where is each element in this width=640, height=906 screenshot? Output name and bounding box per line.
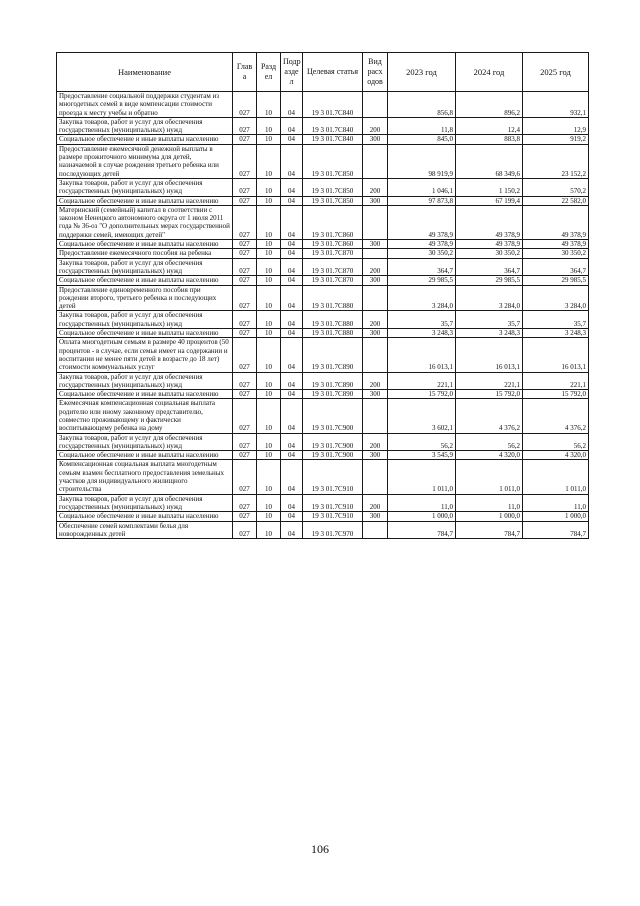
row-value-2025: 56,2 bbox=[523, 433, 589, 451]
row-subsection: 04 bbox=[281, 311, 303, 329]
row-value-2024: 1 011,0 bbox=[456, 460, 523, 494]
row-value-2024: 896,2 bbox=[456, 92, 523, 118]
row-name: Социальное обеспечение и иные выплаты населению bbox=[57, 276, 233, 285]
row-target: 19 3 01.7С910 bbox=[303, 460, 363, 494]
row-value-2023: 35,7 bbox=[388, 311, 456, 329]
row-value-2023: 56,2 bbox=[388, 433, 456, 451]
table-row bbox=[57, 117, 589, 135]
row-value-2025: 3 284,0 bbox=[523, 285, 589, 311]
row-value-2025: 49 378,9 bbox=[523, 240, 589, 249]
row-chapter: 027 bbox=[233, 390, 257, 399]
row-section: 10 bbox=[257, 178, 281, 196]
row-chapter: 027 bbox=[233, 311, 257, 329]
row-subsection: 04 bbox=[281, 399, 303, 433]
row-expense-type: 200 bbox=[363, 311, 388, 329]
row-value-2025: 919,2 bbox=[523, 135, 589, 144]
row-name: Предоставление ежемесячной денежной выплаты в размере прожиточного минимума для детей, назначаемой в случае рождения третьего ребенка или последующих детей bbox=[57, 144, 233, 178]
row-chapter: 027 bbox=[233, 329, 257, 338]
row-chapter: 027 bbox=[233, 135, 257, 144]
row-value-2023: 11,8 bbox=[388, 117, 456, 135]
header-2023: 2023 год bbox=[388, 53, 456, 92]
row-name: Ежемесячная компенсационная социальная выплата родителю или иному законному представителю, совместно проживающему и фактически воспитывающему ребенка на дому bbox=[57, 399, 233, 433]
table-row bbox=[57, 249, 589, 258]
header-target: Целевая статья bbox=[303, 53, 363, 92]
row-value-2025: 12,9 bbox=[523, 117, 589, 135]
row-value-2023: 3 602,1 bbox=[388, 399, 456, 433]
row-value-2025: 49 378,9 bbox=[523, 205, 589, 239]
row-expense-type bbox=[363, 144, 388, 178]
row-value-2023: 845,0 bbox=[388, 135, 456, 144]
row-expense-type: 300 bbox=[363, 196, 388, 205]
table-row bbox=[57, 144, 589, 178]
row-value-2023: 856,8 bbox=[388, 92, 456, 118]
row-value-2023: 221,1 bbox=[388, 372, 456, 390]
row-value-2024: 4 376,2 bbox=[456, 399, 523, 433]
row-expense-type: 200 bbox=[363, 178, 388, 196]
row-section: 10 bbox=[257, 117, 281, 135]
row-value-2024: 3 284,0 bbox=[456, 285, 523, 311]
row-chapter: 027 bbox=[233, 399, 257, 433]
row-expense-type: 300 bbox=[363, 240, 388, 249]
row-value-2023: 1 046,1 bbox=[388, 178, 456, 196]
row-name: Закупка товаров, работ и услуг для обеспечения государственных (муниципальных) нужд bbox=[57, 178, 233, 196]
row-chapter: 027 bbox=[233, 205, 257, 239]
row-chapter: 027 bbox=[233, 178, 257, 196]
row-value-2025: 22 582,0 bbox=[523, 196, 589, 205]
row-subsection: 04 bbox=[281, 205, 303, 239]
row-subsection: 04 bbox=[281, 117, 303, 135]
row-target: 19 3 01.7С910 bbox=[303, 494, 363, 512]
row-target: 19 3 01.7С840 bbox=[303, 135, 363, 144]
table-row bbox=[57, 258, 589, 276]
row-expense-type bbox=[363, 521, 388, 539]
row-value-2024: 56,2 bbox=[456, 433, 523, 451]
row-value-2025: 30 350,2 bbox=[523, 249, 589, 258]
row-subsection: 04 bbox=[281, 135, 303, 144]
row-chapter: 027 bbox=[233, 285, 257, 311]
row-name: Социальное обеспечение и иные выплаты населению bbox=[57, 512, 233, 521]
table-row bbox=[57, 240, 589, 249]
row-chapter: 027 bbox=[233, 144, 257, 178]
row-value-2023: 29 985,5 bbox=[388, 276, 456, 285]
row-target: 19 3 01.7С860 bbox=[303, 205, 363, 239]
row-section: 10 bbox=[257, 276, 281, 285]
row-target: 19 3 01.7С900 bbox=[303, 399, 363, 433]
row-chapter: 027 bbox=[233, 276, 257, 285]
row-expense-type: 300 bbox=[363, 329, 388, 338]
row-value-2023: 1 000,0 bbox=[388, 512, 456, 521]
row-value-2024: 221,1 bbox=[456, 372, 523, 390]
row-target: 19 3 01.7С870 bbox=[303, 258, 363, 276]
row-target: 19 3 01.7С900 bbox=[303, 451, 363, 460]
row-name: Закупка товаров, работ и услуг для обеспечения государственных (муниципальных) нужд bbox=[57, 433, 233, 451]
row-expense-type bbox=[363, 92, 388, 118]
row-target: 19 3 01.7С850 bbox=[303, 178, 363, 196]
row-chapter: 027 bbox=[233, 92, 257, 118]
row-value-2024: 1 000,0 bbox=[456, 512, 523, 521]
row-subsection: 04 bbox=[281, 433, 303, 451]
row-section: 10 bbox=[257, 451, 281, 460]
row-subsection: 04 bbox=[281, 512, 303, 521]
row-target: 19 3 01.7С840 bbox=[303, 117, 363, 135]
row-chapter: 027 bbox=[233, 240, 257, 249]
row-value-2024: 883,8 bbox=[456, 135, 523, 144]
row-value-2025: 1 000,0 bbox=[523, 512, 589, 521]
row-value-2025: 1 011,0 bbox=[523, 460, 589, 494]
row-expense-type bbox=[363, 399, 388, 433]
row-target: 19 3 01.7С870 bbox=[303, 276, 363, 285]
row-value-2024: 364,7 bbox=[456, 258, 523, 276]
row-value-2023: 49 378,9 bbox=[388, 205, 456, 239]
row-subsection: 04 bbox=[281, 451, 303, 460]
row-value-2023: 49 378,9 bbox=[388, 240, 456, 249]
row-value-2024: 68 349,6 bbox=[456, 144, 523, 178]
row-section: 10 bbox=[257, 521, 281, 539]
header-expense-type: Вид расх одов bbox=[363, 53, 388, 92]
row-value-2025: 932,1 bbox=[523, 92, 589, 118]
row-value-2025: 570,2 bbox=[523, 178, 589, 196]
row-chapter: 027 bbox=[233, 451, 257, 460]
row-chapter: 027 bbox=[233, 196, 257, 205]
row-section: 10 bbox=[257, 494, 281, 512]
row-value-2024: 784,7 bbox=[456, 521, 523, 539]
row-name: Закупка товаров, работ и услуг для обеспечения государственных (муниципальных) нужд bbox=[57, 494, 233, 512]
row-target: 19 3 01.7С910 bbox=[303, 512, 363, 521]
row-name: Предоставление социальной поддержки студентам из многодетных семей в виде компенсации стоимости проезда к месту учебы и обратно bbox=[57, 92, 233, 118]
row-value-2023: 784,7 bbox=[388, 521, 456, 539]
row-value-2024: 30 350,2 bbox=[456, 249, 523, 258]
row-value-2024: 1 150,2 bbox=[456, 178, 523, 196]
row-name: Компенсационная социальная выплата многодетным семьям взамен бесплатного предоставления земельных участков для индивидуального жилищного строительства bbox=[57, 460, 233, 494]
row-chapter: 027 bbox=[233, 338, 257, 372]
header-chapter: Глав а bbox=[233, 53, 257, 92]
row-section: 10 bbox=[257, 338, 281, 372]
row-value-2024: 35,7 bbox=[456, 311, 523, 329]
row-expense-type: 300 bbox=[363, 451, 388, 460]
row-name: Закупка товаров, работ и услуг для обеспечения государственных (муниципальных) нужд bbox=[57, 258, 233, 276]
row-chapter: 027 bbox=[233, 372, 257, 390]
row-target: 19 3 01.7С890 bbox=[303, 390, 363, 399]
row-expense-type: 200 bbox=[363, 494, 388, 512]
row-section: 10 bbox=[257, 399, 281, 433]
header-row bbox=[57, 53, 589, 92]
row-chapter: 027 bbox=[233, 460, 257, 494]
row-value-2023: 3 284,0 bbox=[388, 285, 456, 311]
row-subsection: 04 bbox=[281, 460, 303, 494]
row-name: Предоставление ежемесячного пособия на ребенка bbox=[57, 249, 233, 258]
header-subsection: Подр азде л bbox=[281, 53, 303, 92]
row-section: 10 bbox=[257, 249, 281, 258]
row-value-2023: 98 919,9 bbox=[388, 144, 456, 178]
row-chapter: 027 bbox=[233, 494, 257, 512]
table-row bbox=[57, 372, 589, 390]
table-row bbox=[57, 494, 589, 512]
row-name: Предоставление единовременного пособия при рождении второго, третьего ребенка и последующих детей bbox=[57, 285, 233, 311]
table-row bbox=[57, 329, 589, 338]
row-name: Социальное обеспечение и иные выплаты населению bbox=[57, 240, 233, 249]
row-subsection: 04 bbox=[281, 178, 303, 196]
row-expense-type: 300 bbox=[363, 135, 388, 144]
table-row bbox=[57, 338, 589, 372]
header-section: Разд ел bbox=[257, 53, 281, 92]
row-section: 10 bbox=[257, 240, 281, 249]
row-value-2025: 16 013,1 bbox=[523, 338, 589, 372]
row-section: 10 bbox=[257, 144, 281, 178]
row-value-2025: 784,7 bbox=[523, 521, 589, 539]
row-name: Социальное обеспечение и иные выплаты населению bbox=[57, 329, 233, 338]
row-section: 10 bbox=[257, 512, 281, 521]
row-expense-type: 200 bbox=[363, 433, 388, 451]
table-row bbox=[57, 460, 589, 494]
row-value-2024: 3 248,3 bbox=[456, 329, 523, 338]
table-row bbox=[57, 285, 589, 311]
row-target: 19 3 01.7С860 bbox=[303, 240, 363, 249]
row-value-2023: 3 248,3 bbox=[388, 329, 456, 338]
table-row bbox=[57, 196, 589, 205]
row-target: 19 3 01.7С900 bbox=[303, 433, 363, 451]
row-section: 10 bbox=[257, 135, 281, 144]
row-expense-type bbox=[363, 338, 388, 372]
row-target: 19 3 01.7С850 bbox=[303, 144, 363, 178]
row-value-2025: 3 248,3 bbox=[523, 329, 589, 338]
row-target: 19 3 01.7С850 bbox=[303, 196, 363, 205]
header-2024: 2024 год bbox=[456, 53, 523, 92]
row-subsection: 04 bbox=[281, 329, 303, 338]
row-subsection: 04 bbox=[281, 196, 303, 205]
row-value-2023: 15 792,0 bbox=[388, 390, 456, 399]
table-row bbox=[57, 512, 589, 521]
row-target: 19 3 01.7С880 bbox=[303, 329, 363, 338]
row-expense-type bbox=[363, 460, 388, 494]
row-subsection: 04 bbox=[281, 276, 303, 285]
row-value-2025: 23 152,2 bbox=[523, 144, 589, 178]
row-section: 10 bbox=[257, 311, 281, 329]
row-target: 19 3 01.7С870 bbox=[303, 249, 363, 258]
row-section: 10 bbox=[257, 205, 281, 239]
row-value-2023: 3 545,9 bbox=[388, 451, 456, 460]
row-value-2025: 221,1 bbox=[523, 372, 589, 390]
row-name: Закупка товаров, работ и услуг для обеспечения государственных (муниципальных) нужд bbox=[57, 311, 233, 329]
row-value-2024: 11,0 bbox=[456, 494, 523, 512]
row-subsection: 04 bbox=[281, 390, 303, 399]
row-value-2023: 97 873,8 bbox=[388, 196, 456, 205]
row-section: 10 bbox=[257, 92, 281, 118]
row-target: 19 3 01.7С880 bbox=[303, 311, 363, 329]
row-value-2024: 49 378,9 bbox=[456, 205, 523, 239]
row-expense-type bbox=[363, 205, 388, 239]
row-name: Закупка товаров, работ и услуг для обеспечения государственных (муниципальных) нужд bbox=[57, 372, 233, 390]
table-row bbox=[57, 92, 589, 118]
table-row bbox=[57, 451, 589, 460]
row-section: 10 bbox=[257, 285, 281, 311]
row-chapter: 027 bbox=[233, 521, 257, 539]
row-value-2024: 12,4 bbox=[456, 117, 523, 135]
row-expense-type: 200 bbox=[363, 117, 388, 135]
row-subsection: 04 bbox=[281, 494, 303, 512]
row-expense-type: 300 bbox=[363, 276, 388, 285]
table-row bbox=[57, 135, 589, 144]
row-value-2025: 15 792,0 bbox=[523, 390, 589, 399]
row-value-2025: 4 376,2 bbox=[523, 399, 589, 433]
row-section: 10 bbox=[257, 390, 281, 399]
table-row bbox=[57, 178, 589, 196]
row-subsection: 04 bbox=[281, 258, 303, 276]
row-name: Материнский (семейный) капитал в соответствии с законом Ненецкого автономного округа от 1 июля 2011 года № 36-оз "О дополнительных мерах государственной поддержки семей, имеющих детей" bbox=[57, 205, 233, 239]
row-value-2024: 15 792,0 bbox=[456, 390, 523, 399]
row-value-2025: 29 985,5 bbox=[523, 276, 589, 285]
row-section: 10 bbox=[257, 372, 281, 390]
row-section: 10 bbox=[257, 196, 281, 205]
table-row bbox=[57, 276, 589, 285]
row-subsection: 04 bbox=[281, 521, 303, 539]
table-row bbox=[57, 205, 589, 239]
row-name: Обеспечение семей комплектами белья для новорожденных детей bbox=[57, 521, 233, 539]
row-chapter: 027 bbox=[233, 433, 257, 451]
table-row bbox=[57, 311, 589, 329]
row-value-2025: 11,0 bbox=[523, 494, 589, 512]
row-target: 19 3 01.7С880 bbox=[303, 285, 363, 311]
table-row bbox=[57, 399, 589, 433]
row-chapter: 027 bbox=[233, 258, 257, 276]
page-number: 106 bbox=[311, 842, 329, 856]
row-value-2024: 16 013,1 bbox=[456, 338, 523, 372]
row-value-2023: 364,7 bbox=[388, 258, 456, 276]
row-subsection: 04 bbox=[281, 240, 303, 249]
row-subsection: 04 bbox=[281, 249, 303, 258]
row-section: 10 bbox=[257, 460, 281, 494]
table-row bbox=[57, 433, 589, 451]
table-row bbox=[57, 390, 589, 399]
row-subsection: 04 bbox=[281, 92, 303, 118]
row-value-2024: 49 378,9 bbox=[456, 240, 523, 249]
row-section: 10 bbox=[257, 433, 281, 451]
row-expense-type bbox=[363, 249, 388, 258]
row-name: Социальное обеспечение и иные выплаты населению bbox=[57, 135, 233, 144]
row-name: Оплата многодетным семьям в размере 40 процентов (50 процентов - в случае, если семья имеет на содержании и воспитании не менее пяти детей в возрасте до 18 лет) стоимости коммунальных услуг bbox=[57, 338, 233, 372]
header-name: Наименование bbox=[57, 53, 233, 92]
row-value-2025: 4 320,0 bbox=[523, 451, 589, 460]
row-expense-type: 300 bbox=[363, 512, 388, 521]
row-subsection: 04 bbox=[281, 285, 303, 311]
row-name: Социальное обеспечение и иные выплаты населению bbox=[57, 451, 233, 460]
row-section: 10 bbox=[257, 258, 281, 276]
row-expense-type: 200 bbox=[363, 372, 388, 390]
row-value-2023: 1 011,0 bbox=[388, 460, 456, 494]
row-expense-type: 300 bbox=[363, 390, 388, 399]
row-chapter: 027 bbox=[233, 249, 257, 258]
row-value-2024: 67 199,4 bbox=[456, 196, 523, 205]
row-subsection: 04 bbox=[281, 338, 303, 372]
row-expense-type: 200 bbox=[363, 258, 388, 276]
row-value-2025: 35,7 bbox=[523, 311, 589, 329]
budget-table bbox=[56, 52, 589, 539]
header-2025: 2025 год bbox=[523, 53, 589, 92]
row-expense-type bbox=[363, 285, 388, 311]
row-subsection: 04 bbox=[281, 144, 303, 178]
row-section: 10 bbox=[257, 329, 281, 338]
row-name: Социальное обеспечение и иные выплаты населению bbox=[57, 196, 233, 205]
row-value-2023: 11,0 bbox=[388, 494, 456, 512]
row-value-2023: 16 013,1 bbox=[388, 338, 456, 372]
row-value-2024: 29 985,5 bbox=[456, 276, 523, 285]
row-target: 19 3 01.7С890 bbox=[303, 338, 363, 372]
row-name: Закупка товаров, работ и услуг для обеспечения государственных (муниципальных) нужд bbox=[57, 117, 233, 135]
row-target: 19 3 01.7С970 bbox=[303, 521, 363, 539]
row-chapter: 027 bbox=[233, 512, 257, 521]
row-target: 19 3 01.7С890 bbox=[303, 372, 363, 390]
row-target: 19 3 01.7С840 bbox=[303, 92, 363, 118]
row-name: Социальное обеспечение и иные выплаты населению bbox=[57, 390, 233, 399]
row-value-2024: 4 320,0 bbox=[456, 451, 523, 460]
row-subsection: 04 bbox=[281, 372, 303, 390]
row-value-2025: 364,7 bbox=[523, 258, 589, 276]
table-row bbox=[57, 521, 589, 539]
row-chapter: 027 bbox=[233, 117, 257, 135]
row-value-2023: 30 350,2 bbox=[388, 249, 456, 258]
